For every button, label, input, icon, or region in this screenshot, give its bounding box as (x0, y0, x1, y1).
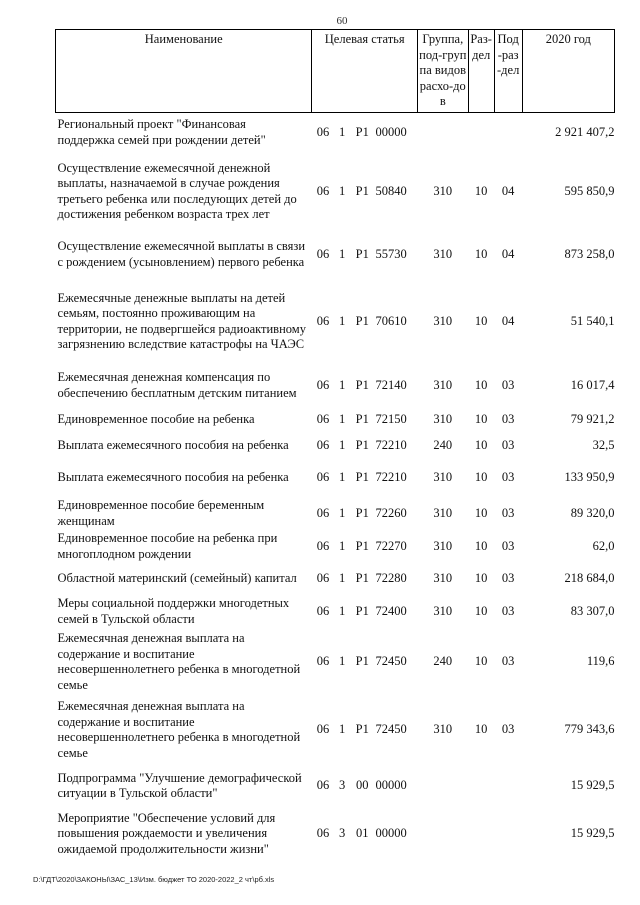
target-code (312, 247, 418, 263)
row-name: Ежемесячная денежная компенсация по обеспечению бесплатным детским питанием (57, 370, 297, 400)
target-code-t1: 06 (316, 654, 330, 669)
row-subsection: 03 (501, 722, 515, 737)
row-group: 310 (433, 412, 453, 427)
row-target (312, 764, 418, 808)
row-group: 310 (433, 246, 453, 261)
row-section: 10 (474, 412, 488, 427)
target-code-t1: 06 (316, 505, 330, 520)
row-section: 10 (474, 722, 488, 737)
row-value: 2 921 407,2 (555, 125, 615, 139)
page-number: 60 (336, 15, 348, 27)
target-code (312, 506, 418, 522)
row-target (312, 530, 418, 563)
header-year: 2020 год (522, 30, 614, 113)
target-code-t3: Р1 (355, 505, 369, 520)
header-subsection (494, 30, 522, 113)
row-subsection (494, 764, 522, 808)
row-section: 10 (474, 377, 488, 392)
target-code-t2: 3 (338, 826, 346, 841)
row-section: 10 (474, 654, 488, 669)
row-target (312, 433, 418, 459)
target-code-t4: 72140 (375, 377, 407, 392)
row-section: 10 (474, 183, 488, 198)
target-code-t3: 00 (356, 778, 369, 793)
target-code (312, 438, 418, 454)
target-code (312, 654, 418, 670)
row-value: 16 017,4 (570, 377, 615, 392)
target-code (312, 604, 418, 620)
target-code (312, 184, 418, 200)
target-code-t4: 72150 (375, 412, 407, 427)
target-code-t2: 1 (338, 571, 346, 586)
row-name: Осуществление ежемесячной денежной выплаты, назначаемой в случае рождения третьего ребенка или последующих детей до достижения ребенком возраста трех лет (57, 160, 297, 221)
target-code-t2: 1 (338, 183, 346, 198)
target-code-t2: 1 (338, 722, 346, 737)
row-subsection: 03 (501, 505, 515, 520)
target-code-t2: 1 (338, 125, 346, 139)
target-code-t1: 06 (316, 538, 330, 553)
target-code-t4: 00000 (375, 125, 407, 139)
row-subsection (494, 112, 522, 153)
header-subsection-text: Под-раз-дел (497, 32, 520, 77)
target-code (312, 412, 418, 428)
row-value: 32,5 (592, 438, 615, 453)
row-subsection: 03 (501, 538, 515, 553)
row-section: 10 (474, 470, 488, 485)
target-code (312, 539, 418, 555)
table-row (56, 433, 615, 459)
row-target (312, 595, 418, 628)
row-group: 240 (433, 654, 453, 669)
target-code-t3: Р1 (355, 246, 369, 261)
row-section (468, 808, 494, 860)
table-row (56, 497, 615, 530)
table-row (56, 112, 615, 153)
row-target (312, 563, 418, 595)
target-code-t2: 1 (338, 654, 346, 669)
target-code-t3: Р1 (355, 470, 369, 485)
target-code-t1: 06 (316, 183, 330, 198)
target-code-t2: 1 (338, 412, 346, 427)
row-group: 310 (433, 470, 453, 485)
row-subsection: 03 (501, 654, 515, 669)
header-target: Целевая статья (312, 30, 418, 113)
row-section: 10 (474, 505, 488, 520)
row-name: Мероприятие "Обеспечение условий для повышения рождаемости и увеличения ожидаемой продолжительности жизни" (57, 810, 276, 856)
row-section: 10 (474, 603, 488, 618)
target-code-t1: 06 (316, 826, 330, 841)
target-code (312, 571, 418, 587)
row-name: Ежемесячная денежная выплата на содержание и воспитание несовершеннолетнего ребенка в многодетной семье (57, 699, 301, 760)
target-code-t1: 06 (316, 722, 330, 737)
row-subsection: 03 (501, 377, 515, 392)
row-group: 240 (433, 438, 453, 453)
target-code-t4: 50840 (375, 183, 407, 198)
row-name: Ежемесячная денежная выплата на содержание и воспитание несовершеннолетнего ребенка в многодетной семье (57, 631, 301, 692)
row-subsection: 03 (501, 412, 515, 427)
target-code-t1: 06 (316, 778, 330, 793)
target-code-t3: Р1 (355, 538, 369, 553)
row-target (312, 112, 418, 153)
table-row (56, 459, 615, 497)
target-code-t1: 06 (316, 313, 330, 328)
target-code (312, 470, 418, 486)
row-value: 83 307,0 (570, 603, 615, 618)
row-value: 89 320,0 (570, 505, 615, 520)
target-code-t4: 72450 (375, 722, 407, 737)
row-name: Выплата ежемесячного пособия на ребенка (57, 470, 289, 485)
row-subsection: 03 (501, 470, 515, 485)
target-code-t3: Р1 (355, 571, 369, 586)
row-subsection: 04 (501, 313, 515, 328)
row-group: 310 (433, 603, 453, 618)
row-group: 310 (433, 505, 453, 520)
header-section-text: Раз-дел (470, 32, 492, 62)
table-row (56, 563, 615, 595)
target-code-t3: Р1 (355, 377, 369, 392)
row-target (312, 808, 418, 860)
row-value: 51 540,1 (570, 313, 615, 328)
header-group-text: Группа, под-группа видов расхо-дов (419, 32, 467, 108)
header-group (417, 30, 468, 113)
row-target (312, 459, 418, 497)
target-code (312, 722, 418, 738)
header-section (468, 30, 494, 113)
row-value: 779 343,6 (564, 722, 615, 737)
row-section: 10 (474, 313, 488, 328)
row-value: 218 684,0 (564, 571, 615, 586)
row-group (417, 112, 468, 153)
table-row (56, 279, 615, 364)
row-name: Меры социальной поддержки многодетных семей в Тульской области (57, 596, 290, 626)
row-group (417, 808, 468, 860)
row-group: 310 (433, 313, 453, 328)
row-name: Ежемесячные денежные выплаты на детей семьям, постоянно проживающим на территории, не подвергшейся радиоактивному загрязнению вследствие катастрофы на ЧАЭС (57, 290, 306, 351)
row-group: 310 (433, 183, 453, 198)
row-name: Осуществление ежемесячной выплаты в связи с рождением (усыновлением) первого ребенка (57, 239, 306, 269)
row-group: 310 (433, 377, 453, 392)
target-code-t4: 72270 (375, 538, 407, 553)
row-target (312, 407, 418, 433)
row-group: 310 (433, 722, 453, 737)
table-row (56, 595, 615, 628)
budget-table (55, 29, 615, 860)
target-code (312, 314, 418, 330)
target-code-t2: 1 (338, 438, 346, 453)
target-code-t3: Р1 (355, 722, 369, 737)
row-value: 79 921,2 (570, 412, 615, 427)
target-code-t3: Р1 (355, 183, 369, 198)
row-name: Областной материнский (семейный) капитал (57, 571, 297, 586)
table-row (56, 764, 615, 808)
row-group (417, 764, 468, 808)
table-row (56, 530, 615, 563)
row-target (312, 696, 418, 764)
target-code (312, 778, 418, 794)
row-group: 310 (433, 538, 453, 553)
target-code-t3: Р1 (355, 412, 369, 427)
table-row (56, 628, 615, 696)
row-value: 873 258,0 (564, 246, 615, 261)
row-section: 10 (474, 538, 488, 553)
row-group: 310 (433, 571, 453, 586)
target-code-t1: 06 (316, 412, 330, 427)
table-header-row (56, 30, 615, 113)
row-value: 15 929,5 (570, 778, 615, 793)
row-value: 595 850,9 (564, 183, 615, 198)
target-code-t1: 06 (316, 246, 330, 261)
row-subsection: 03 (501, 603, 515, 618)
target-code-t4: 00000 (375, 826, 407, 841)
row-section (468, 764, 494, 808)
target-code-t2: 1 (338, 505, 346, 520)
row-subsection: 03 (501, 438, 515, 453)
row-target (312, 364, 418, 407)
row-name: Единовременное пособие на ребенка при многоплодном рождении (57, 531, 278, 561)
target-code-t4: 72450 (375, 654, 407, 669)
row-section: 10 (474, 438, 488, 453)
target-code-t3: 01 (356, 826, 369, 841)
header-name: Наименование (56, 30, 312, 113)
target-code-t4: 72260 (375, 505, 407, 520)
table-row (56, 696, 615, 764)
target-code-t1: 06 (316, 470, 330, 485)
target-code-t1: 06 (316, 377, 330, 392)
row-name: Региональный проект "Финансовая поддержка семей при рождении детей" (57, 117, 266, 147)
target-code-t2: 1 (338, 603, 346, 618)
row-section: 10 (474, 246, 488, 261)
row-value: 133 950,9 (564, 470, 615, 485)
target-code-t4: 70610 (375, 313, 407, 328)
row-name: Единовременное пособие на ребенка (57, 412, 255, 427)
table-row (56, 808, 615, 860)
row-name: Выплата ежемесячного пособия на ребенка (57, 438, 289, 453)
row-name: Подпрограмма "Улучшение демографической ситуации в Тульской области" (57, 770, 302, 800)
row-value: 15 929,5 (570, 826, 615, 841)
target-code-t3: Р1 (355, 603, 369, 618)
target-code-t4: 55730 (375, 246, 407, 261)
target-code-t2: 1 (338, 470, 346, 485)
target-code-t4: 72210 (375, 438, 407, 453)
row-section (468, 112, 494, 153)
row-target (312, 153, 418, 230)
row-value: 119,6 (586, 654, 615, 669)
target-code-t1: 06 (316, 571, 330, 586)
row-subsection: 03 (501, 571, 515, 586)
table-row (56, 153, 615, 230)
row-target (312, 230, 418, 279)
row-target (312, 497, 418, 530)
target-code-t4: 72400 (375, 603, 407, 618)
row-section: 10 (474, 571, 488, 586)
target-code-t3: Р1 (355, 438, 369, 453)
row-target (312, 279, 418, 364)
row-subsection: 04 (501, 246, 515, 261)
target-code-t3: Р1 (355, 654, 369, 669)
target-code-t1: 06 (316, 438, 330, 453)
target-code-t3: Р1 (355, 313, 369, 328)
row-value: 62,0 (592, 538, 615, 553)
row-subsection (494, 808, 522, 860)
target-code-t1: 06 (316, 603, 330, 618)
target-code-t2: 1 (338, 313, 346, 328)
row-subsection: 04 (501, 183, 515, 198)
target-code (312, 125, 418, 141)
target-code-t4: 00000 (375, 778, 407, 793)
table-row (56, 230, 615, 279)
target-code-t4: 72280 (375, 571, 407, 586)
row-name: Единовременное пособие беременным женщинам (57, 498, 265, 528)
target-code-t2: 1 (338, 538, 346, 553)
target-code (312, 826, 418, 842)
target-code-t1: 06 (316, 125, 330, 139)
table-row (56, 407, 615, 433)
table-row (56, 364, 615, 407)
target-code-t4: 72210 (375, 470, 407, 485)
target-code-t3: Р1 (355, 125, 369, 139)
target-code-t2: 1 (338, 246, 346, 261)
file-path-footer: D:\ГДТ\2020\ЗАКОНЫ\ЗАС_13\Изм. бюджет ТО 2020-2022_2 чт\рб.xls (33, 875, 275, 884)
row-target (312, 628, 418, 696)
target-code-t2: 3 (338, 778, 346, 793)
target-code (312, 378, 418, 394)
target-code-t2: 1 (338, 377, 346, 392)
